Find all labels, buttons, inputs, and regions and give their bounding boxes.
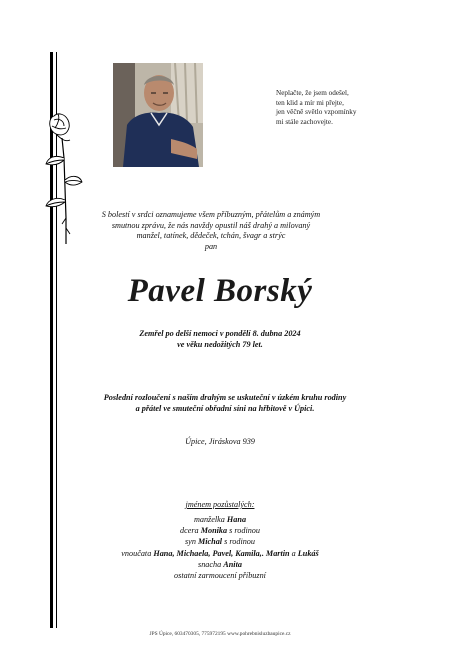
relation-label: vnoučata: [121, 548, 154, 558]
mourners-list: [70, 514, 370, 581]
poem-line: mi stále zachovejte.: [276, 117, 333, 126]
mourner-son: [70, 536, 370, 547]
mourners-heading-text: jménem pozůstalých:: [185, 500, 255, 509]
relation-label: syn: [185, 537, 198, 547]
announcement-text: [66, 210, 356, 252]
portrait-photo: [113, 63, 203, 167]
announcement-line: pan: [204, 241, 218, 251]
relation-label: manželka: [193, 515, 227, 524]
mourner-name: Hana, Michaela, Pavel, Kamila,. Martin: [153, 548, 290, 558]
farewell-line: Poslední rozloučení s naším drahým se uskuteční v úzkém kruhu rodiny: [103, 393, 347, 402]
mourner-name: Michal: [197, 537, 223, 547]
relation-suffix: s rodinou: [222, 537, 255, 547]
poem-line: jen věčně světlo vzpomínky: [276, 108, 357, 117]
farewell-line: a přátel ve smuteční obřadní síni na hřbitově v Úpici.: [135, 404, 315, 413]
mourners-heading: [70, 499, 370, 510]
mourner-name: Hana: [226, 515, 247, 524]
death-details: [70, 328, 370, 350]
death-line: Zemřel po delší nemoci v pondělí 8. dubna 2024: [139, 329, 301, 338]
announcement-line: S bolestí v srdci oznamujeme všem příbuzným, přátelům a známým: [101, 210, 321, 219]
mourner-name: Anita: [223, 559, 242, 569]
mourner-daughter-in-law: [70, 559, 370, 570]
mourner-others: ostatní zarmoucení příbuzní: [174, 571, 266, 581]
mourner-name: Monika: [200, 526, 228, 536]
poem-verse: [276, 89, 416, 127]
farewell-details: [60, 392, 390, 414]
deceased-name: Pavel Borský: [127, 273, 313, 309]
mourner-daughter: [70, 525, 370, 536]
address: Úpice, Jiráskova 939: [185, 437, 255, 446]
announcement-line: manžel, tatínek, dědeček, tchán, švagr a strýc: [136, 231, 286, 241]
mourner-wife: [70, 514, 370, 525]
poem-line: ten klid a mír mi přejte,: [276, 98, 344, 107]
mourner-name: Lukáš: [297, 548, 319, 558]
poem-line: Neplačte, že jsem odešel,: [276, 89, 349, 97]
announcement-line: smutnou zprávu, že nás navždy opustil náš drahý a milovaný: [111, 220, 311, 230]
death-line: ve věku nedožitých 79 let.: [177, 340, 263, 349]
conjunction: a: [289, 548, 298, 558]
relation-label: dcera: [180, 526, 201, 536]
relation-suffix: s rodinou: [227, 526, 260, 536]
mourner-grandchildren: [70, 548, 370, 559]
funeral-service-footer: JPS Úpice, 603470305, 775972195 www.pohrebnisluzbaupice.cz: [149, 631, 291, 637]
relation-label: snacha: [198, 559, 224, 569]
